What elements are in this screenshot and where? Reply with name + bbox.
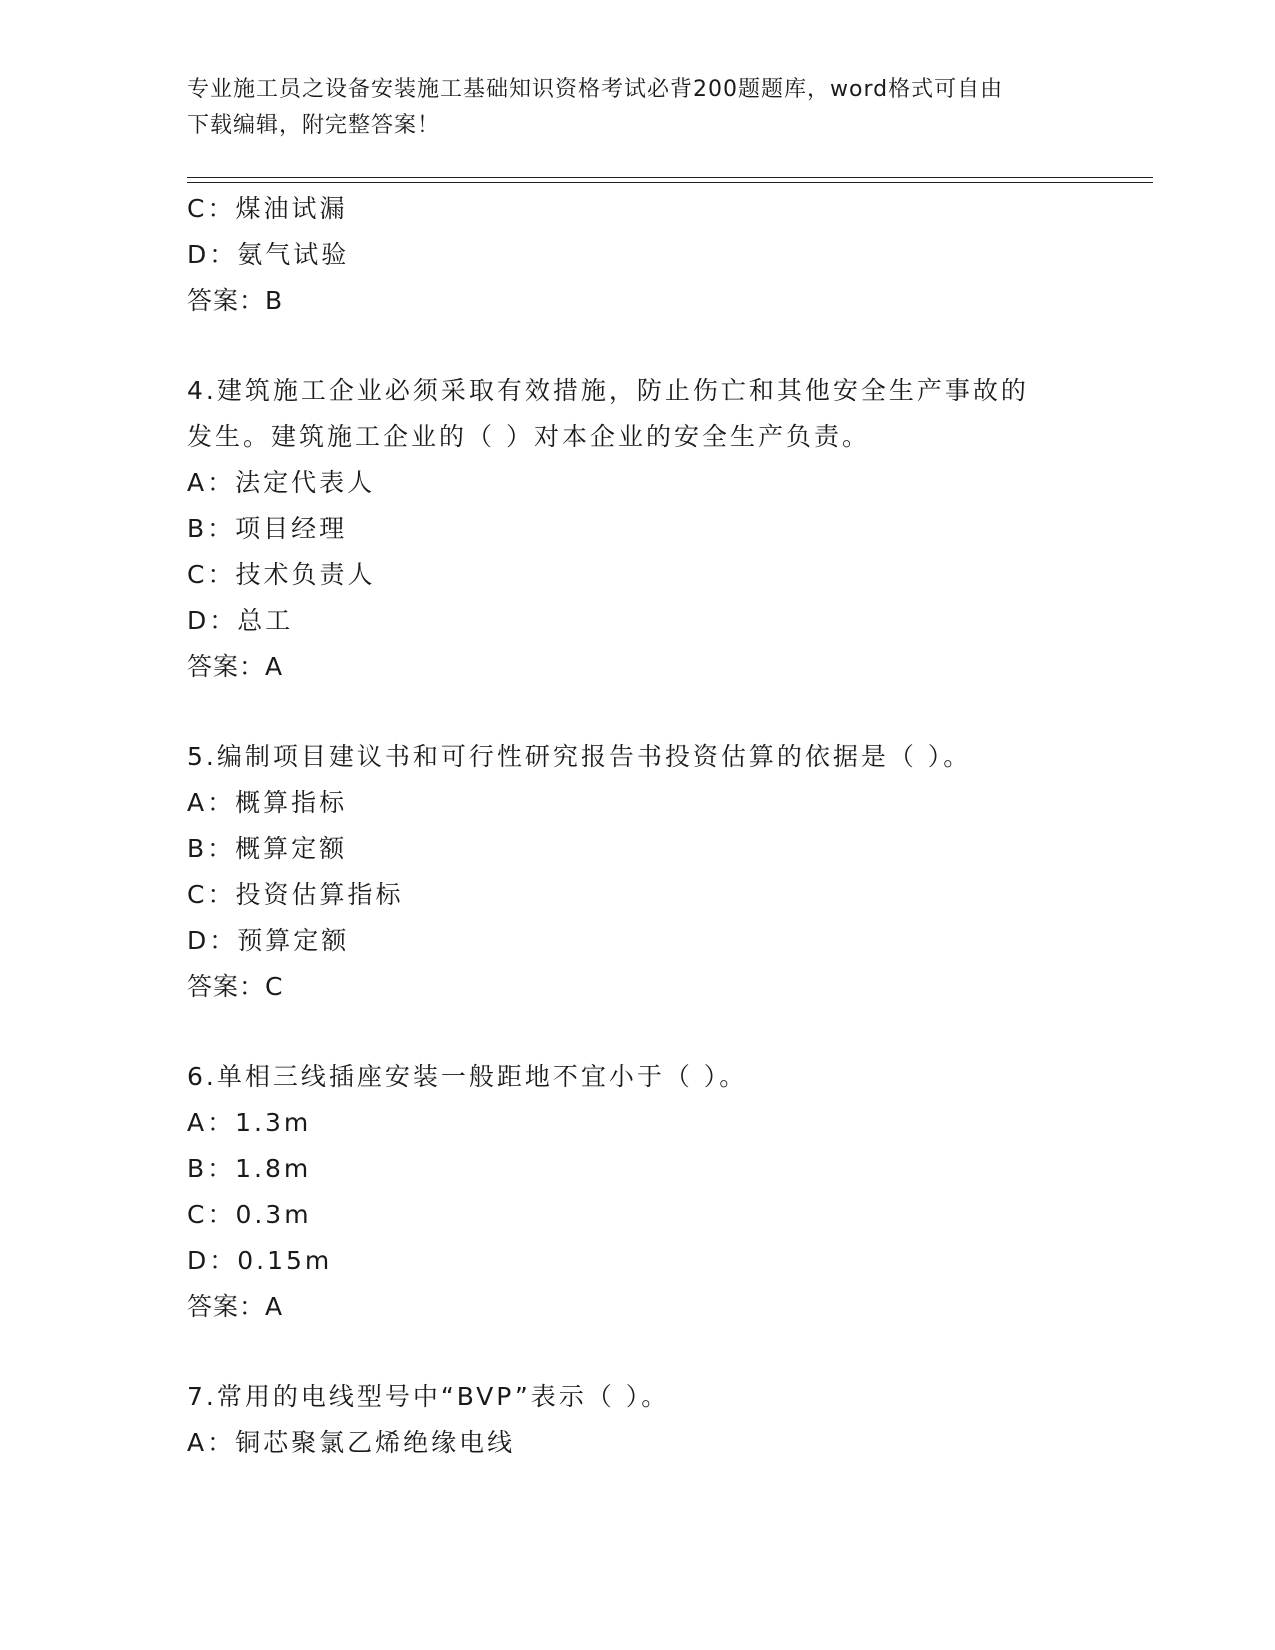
question-stem: 发生。建筑施工企业的（ ）对本企业的安全生产负责。: [187, 422, 870, 451]
option-a: A：法定代表人: [187, 468, 376, 497]
option-a: A：概算指标: [187, 788, 348, 817]
answer-line: 答案：C: [187, 972, 284, 1001]
question-5: [187, 734, 1147, 1010]
option-a: A：铜芯聚氯乙烯绝缘电线: [187, 1428, 516, 1457]
option-d: D：0.15m: [187, 1246, 333, 1275]
option-c: C：投资估算指标: [187, 880, 404, 909]
question-stem: 7.常用的电线型号中“BVP”表示（ ）。: [187, 1382, 670, 1411]
option-b: B：1.8m: [187, 1154, 312, 1183]
question-stem: 4.建筑施工企业必须采取有效措施，防止伤亡和其他安全生产事故的: [187, 376, 1029, 405]
question-6: [187, 1054, 1147, 1330]
header-divider-top: [187, 177, 1153, 178]
answer-line: 答案：A: [187, 1292, 284, 1321]
option-b: B：概算定额: [187, 834, 348, 863]
answer-line: 答案：A: [187, 652, 284, 681]
header-divider-bottom: [187, 182, 1153, 183]
option-d: D：总工: [187, 606, 294, 635]
option-c: C：0.3m: [187, 1200, 312, 1229]
document-header: [187, 72, 1087, 144]
question-list: [187, 186, 1147, 1466]
option-a: A：1.3m: [187, 1108, 312, 1137]
question-4: [187, 368, 1147, 690]
option-c: C：技术负责人: [187, 560, 376, 589]
option-d: D：预算定额: [187, 926, 350, 955]
question-7: [187, 1374, 1147, 1466]
question-stem: 6.单相三线插座安装一般距地不宜小于（ ）。: [187, 1062, 748, 1091]
option-d: D：氨气试验: [187, 240, 350, 269]
header-title-line-2: 下载编辑，附完整答案！: [187, 113, 441, 138]
answer-line: 答案：B: [187, 286, 284, 315]
option-c: C：煤油试漏: [187, 194, 348, 223]
question-3-continued: [187, 186, 1147, 324]
header-title-line-1: 专业施工员之设备安装施工基础知识资格考试必背200题题库，word格式可自由: [187, 77, 1004, 102]
question-stem: 5.编制项目建议书和可行性研究报告书投资估算的依据是（ ）。: [187, 742, 972, 771]
option-b: B：项目经理: [187, 514, 348, 543]
